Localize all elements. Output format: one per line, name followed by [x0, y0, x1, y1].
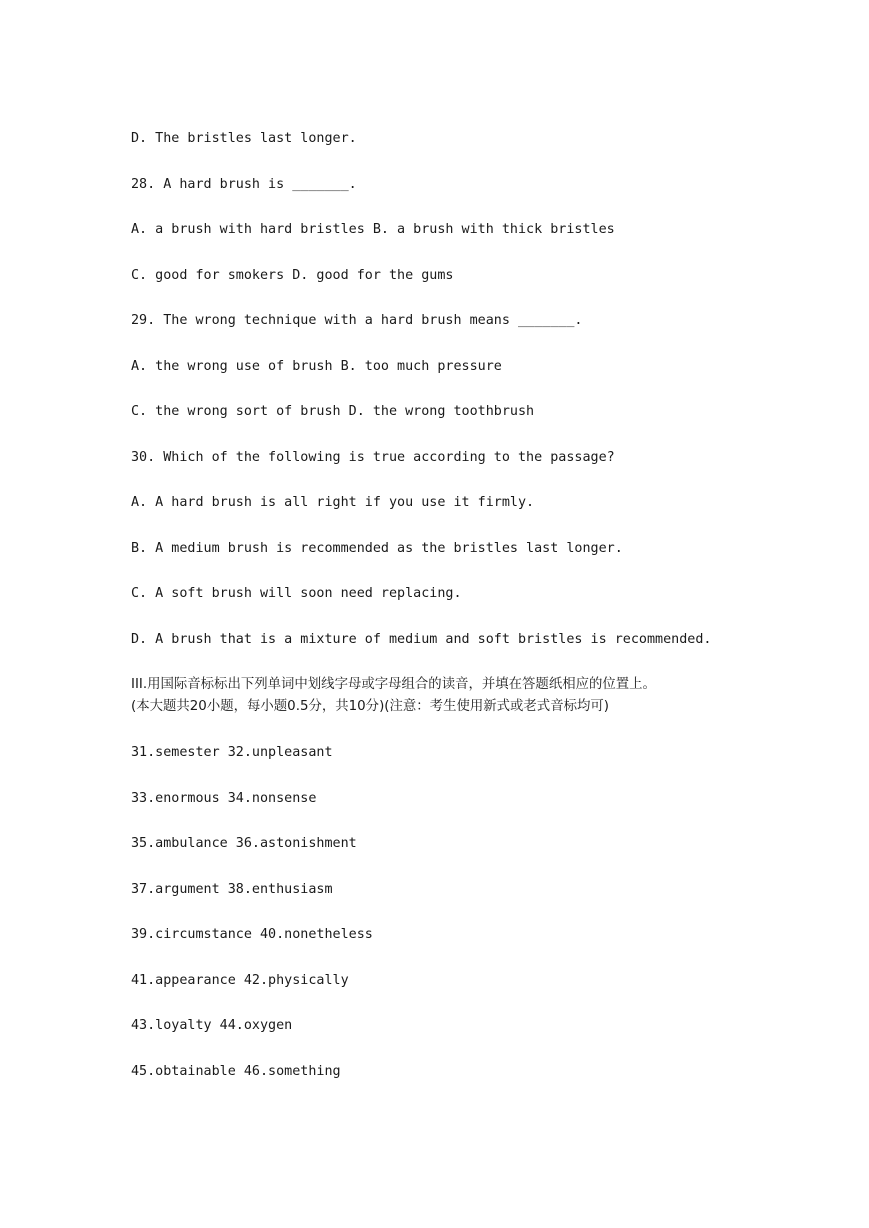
word-pair-33-34: 33.enormous 34.nonsense [131, 791, 317, 806]
word-pair-37-38: 37.argument 38.enthusiasm [131, 882, 333, 897]
word-pair-35-36: 35.ambulance 36.astonishment [131, 836, 357, 851]
q29-options-cd: C. the wrong sort of brush D. the wrong toothbrush [131, 404, 535, 419]
q29-question: 29. The wrong technique with a hard brush means _______. [131, 313, 583, 328]
q28-options-cd: C. good for smokers D. good for the gums [131, 268, 454, 283]
q28-question: 28. A hard brush is _______. [131, 177, 357, 192]
word-pair-41-42: 41.appearance 42.physically [131, 973, 349, 988]
q30-option-c: C. A soft brush will soon need replacing. [131, 586, 462, 601]
word-pair-43-44: 43.loyalty 44.oxygen [131, 1018, 293, 1033]
q30-question: 30. Which of the following is true according to the passage? [131, 450, 615, 465]
q27-option-d: D. The bristles last longer. [131, 131, 357, 146]
section3-heading-line1: III.用国际音标标出下列单词中划线字母或字母组合的读音，并填在答题纸相应的位置上。 [131, 677, 656, 692]
word-pair-45-46: 45.obtainable 46.something [131, 1064, 341, 1079]
section3-heading-line2: (本大题共20小题，每小题0.5分，共10分)(注意：考生使用新式或老式音标均可) [131, 699, 609, 714]
q30-option-a: A. A hard brush is all right if you use it firmly. [131, 495, 535, 510]
word-pair-31-32: 31.semester 32.unpleasant [131, 745, 333, 760]
q28-options-ab: A. a brush with hard bristles B. a brush with thick bristles [131, 222, 615, 237]
word-pair-39-40: 39.circumstance 40.nonetheless [131, 927, 373, 942]
q29-options-ab: A. the wrong use of brush B. too much pressure [131, 359, 502, 374]
q30-option-d: D. A brush that is a mixture of medium and soft bristles is recommended. [131, 632, 712, 647]
q30-option-b: B. A medium brush is recommended as the bristles last longer. [131, 541, 623, 556]
